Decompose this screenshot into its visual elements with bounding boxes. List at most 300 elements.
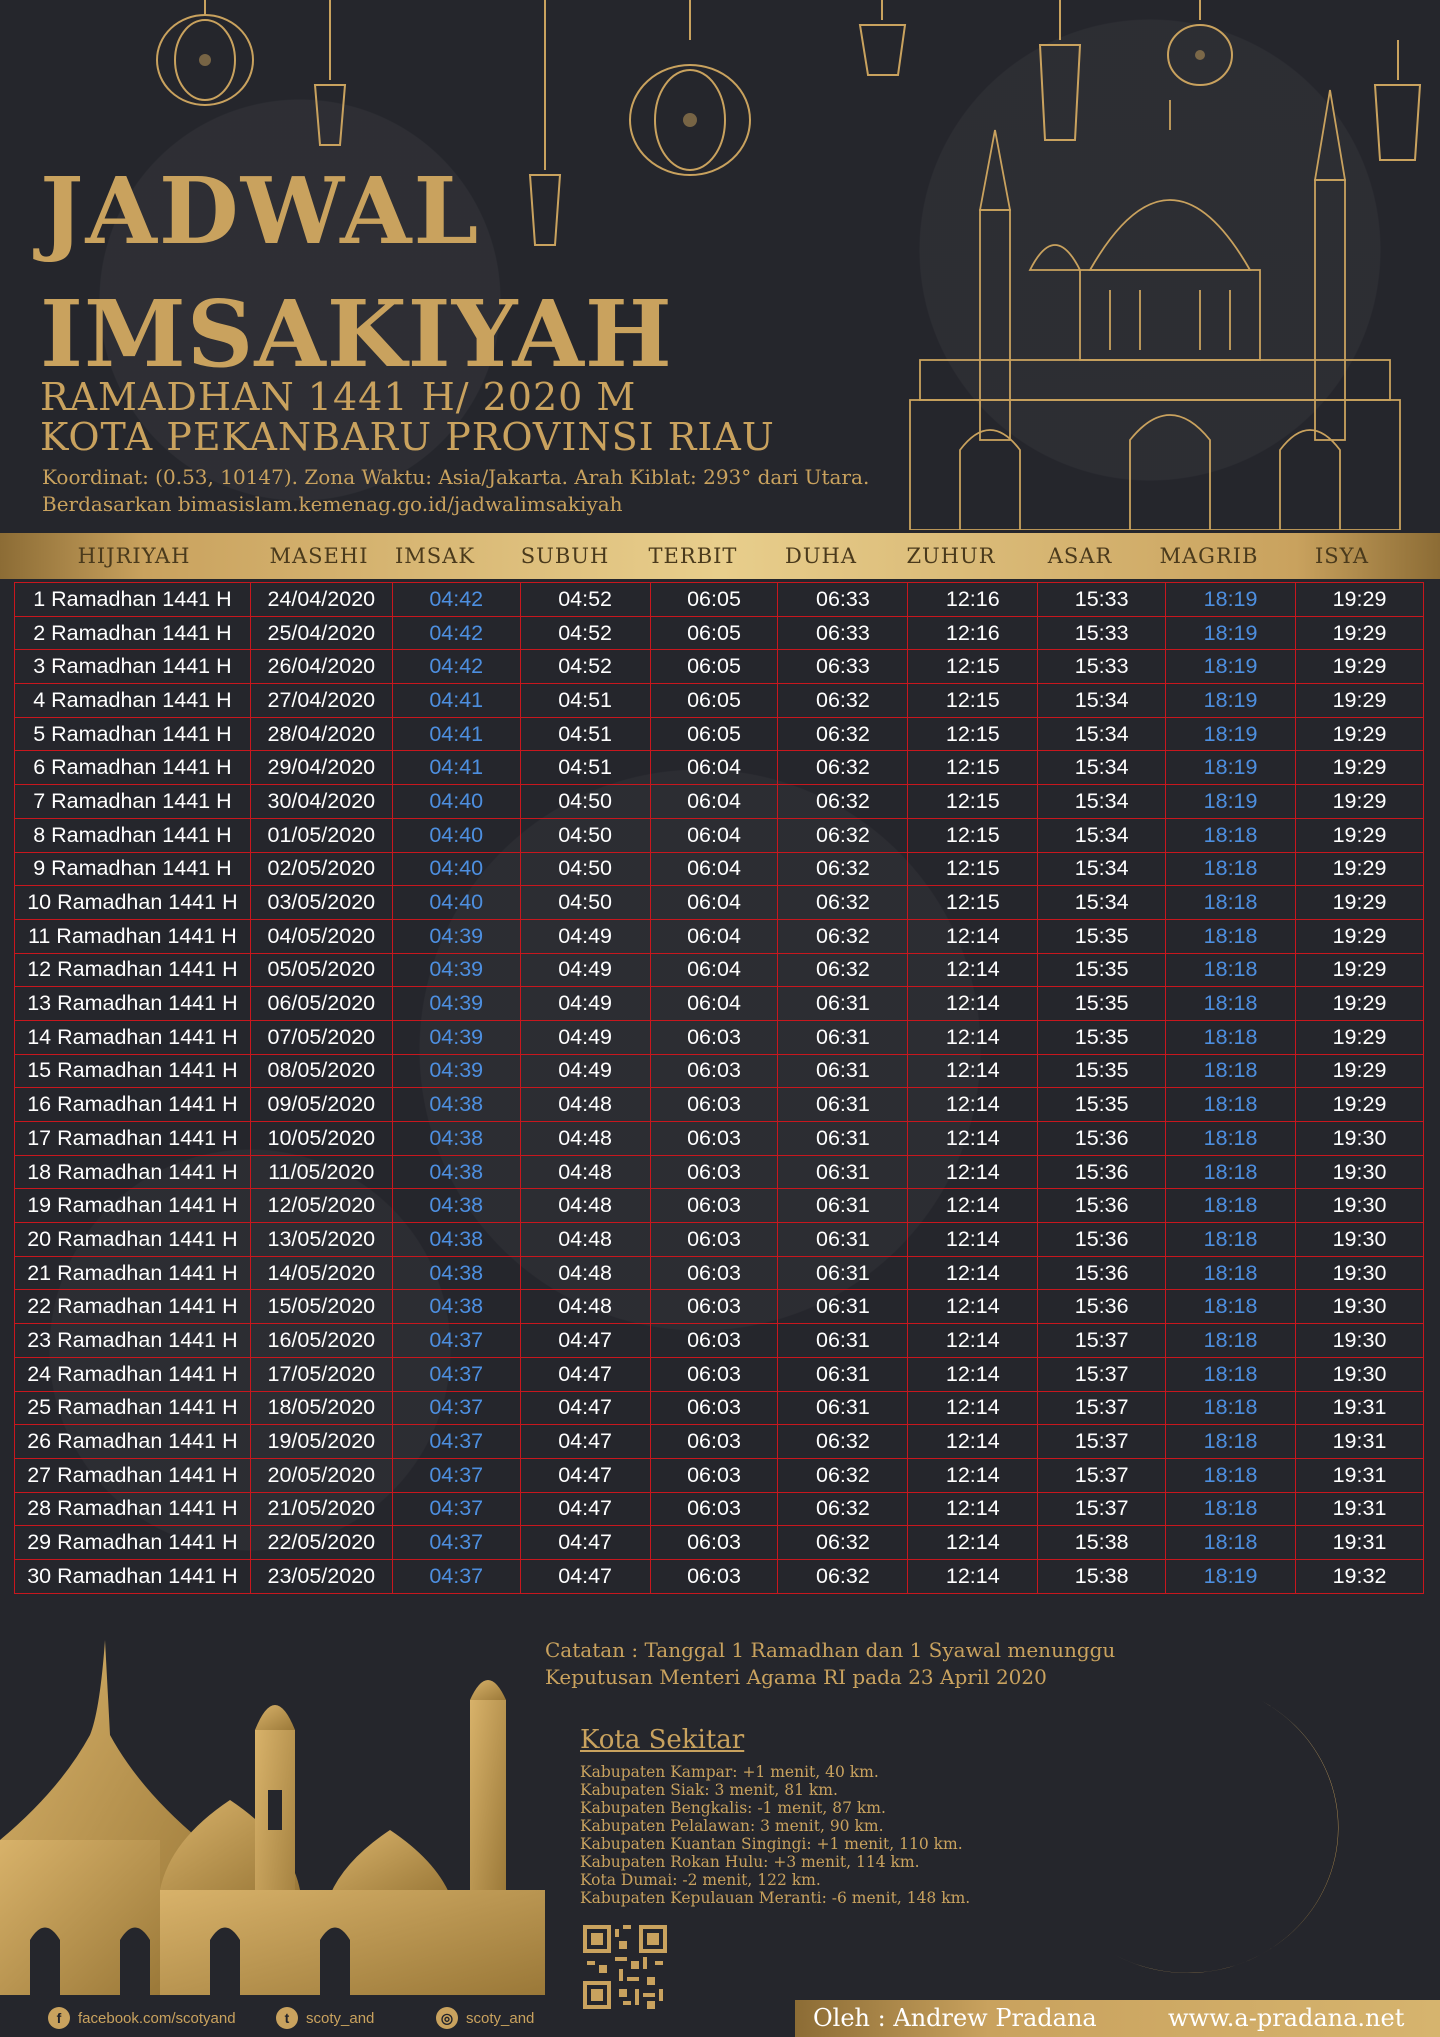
table-row bbox=[15, 818, 1424, 852]
table-cell-terbit: 06:05 bbox=[650, 684, 778, 718]
table-cell-duha: 06:32 bbox=[778, 886, 908, 920]
instagram-link[interactable] bbox=[436, 2007, 534, 2029]
table-cell-asar: 15:37 bbox=[1038, 1492, 1166, 1526]
list-item: Kabupaten Kuantan Singingi: +1 menit, 110 km. bbox=[580, 1835, 963, 1853]
table-cell-hijriyah: 3 Ramadhan 1441 H bbox=[15, 650, 251, 684]
table-cell-asar: 15:38 bbox=[1038, 1526, 1166, 1560]
table-cell-hijriyah: 21 Ramadhan 1441 H bbox=[15, 1256, 251, 1290]
table-cell-asar: 15:37 bbox=[1038, 1425, 1166, 1459]
table-cell-isya: 19:29 bbox=[1296, 583, 1424, 617]
table-cell-hijriyah: 20 Ramadhan 1441 H bbox=[15, 1223, 251, 1257]
table-cell-isya: 19:29 bbox=[1296, 919, 1424, 953]
table-cell-imsak: 04:39 bbox=[392, 953, 520, 987]
table-cell-duha: 06:32 bbox=[778, 852, 908, 886]
table-cell-terbit: 06:03 bbox=[650, 1492, 778, 1526]
table-row bbox=[15, 1391, 1424, 1425]
coordinates-info: Koordinat: (0.53, 10147). Zona Waktu: Asia/Jakarta. Arah Kiblat: 293° dari Utara. bbox=[42, 465, 870, 489]
table-cell-magrib: 18:18 bbox=[1166, 1357, 1296, 1391]
table-cell-hijriyah: 24 Ramadhan 1441 H bbox=[15, 1357, 251, 1391]
table-cell-asar: 15:36 bbox=[1038, 1189, 1166, 1223]
table-cell-hijriyah: 10 Ramadhan 1441 H bbox=[15, 886, 251, 920]
table-header bbox=[0, 533, 1440, 579]
table-cell-subuh: 04:47 bbox=[520, 1357, 650, 1391]
header-terbit: TERBIT bbox=[648, 544, 738, 568]
table-cell-duha: 06:33 bbox=[778, 616, 908, 650]
table-cell-terbit: 06:04 bbox=[650, 953, 778, 987]
table-cell-subuh: 04:48 bbox=[520, 1189, 650, 1223]
table-cell-hijriyah: 15 Ramadhan 1441 H bbox=[15, 1054, 251, 1088]
table-cell-magrib: 18:18 bbox=[1166, 1189, 1296, 1223]
table-cell-subuh: 04:49 bbox=[520, 953, 650, 987]
table-cell-isya: 19:32 bbox=[1296, 1559, 1424, 1593]
table-cell-asar: 15:35 bbox=[1038, 1054, 1166, 1088]
table-cell-zuhur: 12:14 bbox=[908, 1357, 1038, 1391]
table-row bbox=[15, 1357, 1424, 1391]
table-cell-zuhur: 12:16 bbox=[908, 616, 1038, 650]
table-cell-imsak: 04:39 bbox=[392, 919, 520, 953]
table-cell-asar: 15:36 bbox=[1038, 1290, 1166, 1324]
table-cell-imsak: 04:42 bbox=[392, 650, 520, 684]
table-cell-magrib: 18:19 bbox=[1166, 717, 1296, 751]
table-cell-terbit: 06:03 bbox=[650, 1122, 778, 1156]
title-line-1: JADWAL bbox=[40, 157, 481, 265]
table-cell-subuh: 04:50 bbox=[520, 886, 650, 920]
table-cell-asar: 15:37 bbox=[1038, 1357, 1166, 1391]
table-cell-isya: 19:29 bbox=[1296, 953, 1424, 987]
table-cell-terbit: 06:03 bbox=[650, 1526, 778, 1560]
header-magrib: MAGRIB bbox=[1159, 544, 1259, 568]
table-cell-imsak: 04:38 bbox=[392, 1223, 520, 1257]
table-cell-duha: 06:32 bbox=[778, 684, 908, 718]
table-cell-magrib: 18:18 bbox=[1166, 1122, 1296, 1156]
table-cell-subuh: 04:49 bbox=[520, 1020, 650, 1054]
table-cell-terbit: 06:03 bbox=[650, 1054, 778, 1088]
table-cell-terbit: 06:03 bbox=[650, 1290, 778, 1324]
table-cell-terbit: 06:04 bbox=[650, 919, 778, 953]
table-cell-magrib: 18:18 bbox=[1166, 919, 1296, 953]
table-cell-imsak: 04:40 bbox=[392, 852, 520, 886]
table-cell-masehi: 12/05/2020 bbox=[250, 1189, 392, 1223]
table-cell-terbit: 06:03 bbox=[650, 1425, 778, 1459]
table-cell-imsak: 04:37 bbox=[392, 1559, 520, 1593]
table-cell-masehi: 29/04/2020 bbox=[250, 751, 392, 785]
twitter-handle: scoty_and bbox=[306, 2009, 375, 2027]
table-cell-hijriyah: 6 Ramadhan 1441 H bbox=[15, 751, 251, 785]
table-cell-masehi: 24/04/2020 bbox=[250, 583, 392, 617]
table-cell-zuhur: 12:15 bbox=[908, 717, 1038, 751]
table-cell-hijriyah: 18 Ramadhan 1441 H bbox=[15, 1155, 251, 1189]
table-cell-isya: 19:31 bbox=[1296, 1526, 1424, 1560]
table-cell-zuhur: 12:14 bbox=[908, 1189, 1038, 1223]
table-cell-magrib: 18:18 bbox=[1166, 1290, 1296, 1324]
table-cell-asar: 15:34 bbox=[1038, 717, 1166, 751]
table-row bbox=[15, 1290, 1424, 1324]
kota-sekitar-list bbox=[580, 1763, 970, 1907]
table-cell-imsak: 04:39 bbox=[392, 1020, 520, 1054]
table-cell-masehi: 04/05/2020 bbox=[250, 919, 392, 953]
table-cell-isya: 19:31 bbox=[1296, 1391, 1424, 1425]
table-cell-isya: 19:29 bbox=[1296, 785, 1424, 819]
table-row bbox=[15, 785, 1424, 819]
list-item: Kabupaten Rokan Hulu: +3 menit, 114 km. bbox=[580, 1853, 920, 1871]
table-cell-duha: 06:32 bbox=[778, 751, 908, 785]
table-cell-hijriyah: 4 Ramadhan 1441 H bbox=[15, 684, 251, 718]
mosque-silhouette bbox=[0, 1640, 545, 1995]
table-cell-magrib: 18:19 bbox=[1166, 583, 1296, 617]
table-cell-zuhur: 12:14 bbox=[908, 953, 1038, 987]
table-cell-zuhur: 12:14 bbox=[908, 987, 1038, 1021]
qr-code bbox=[583, 1925, 667, 2009]
table-cell-isya: 19:29 bbox=[1296, 987, 1424, 1021]
table-cell-asar: 15:33 bbox=[1038, 583, 1166, 617]
table-cell-subuh: 04:49 bbox=[520, 1054, 650, 1088]
table-cell-asar: 15:34 bbox=[1038, 886, 1166, 920]
table-cell-asar: 15:38 bbox=[1038, 1559, 1166, 1593]
list-item: Kabupaten Kepulauan Meranti: -6 menit, 148 km. bbox=[580, 1889, 971, 1907]
table-row bbox=[15, 919, 1424, 953]
table-cell-magrib: 18:19 bbox=[1166, 785, 1296, 819]
table-cell-zuhur: 12:16 bbox=[908, 583, 1038, 617]
note-line-1: Catatan : Tanggal 1 Ramadhan dan 1 Syawal menunggu bbox=[545, 1638, 1116, 1662]
table-cell-imsak: 04:37 bbox=[392, 1425, 520, 1459]
table-cell-magrib: 18:18 bbox=[1166, 953, 1296, 987]
table-cell-magrib: 18:19 bbox=[1166, 684, 1296, 718]
table-cell-duha: 06:31 bbox=[778, 1223, 908, 1257]
table-row bbox=[15, 953, 1424, 987]
table-cell-imsak: 04:40 bbox=[392, 818, 520, 852]
table-cell-zuhur: 12:14 bbox=[908, 1559, 1038, 1593]
table-cell-hijriyah: 28 Ramadhan 1441 H bbox=[15, 1492, 251, 1526]
table-cell-hijriyah: 8 Ramadhan 1441 H bbox=[15, 818, 251, 852]
table-cell-asar: 15:36 bbox=[1038, 1223, 1166, 1257]
table-cell-imsak: 04:38 bbox=[392, 1088, 520, 1122]
table-cell-isya: 19:31 bbox=[1296, 1425, 1424, 1459]
table-cell-imsak: 04:37 bbox=[392, 1458, 520, 1492]
table-cell-subuh: 04:52 bbox=[520, 583, 650, 617]
table-cell-masehi: 28/04/2020 bbox=[250, 717, 392, 751]
facebook-handle: facebook.com/scotyand bbox=[78, 2009, 236, 2027]
table-cell-zuhur: 12:14 bbox=[908, 1526, 1038, 1560]
website-link[interactable]: www.a-pradana.net bbox=[1168, 2004, 1405, 2032]
table-row bbox=[15, 684, 1424, 718]
table-cell-terbit: 06:05 bbox=[650, 650, 778, 684]
header-subuh: SUBUH bbox=[520, 544, 610, 568]
table-cell-isya: 19:29 bbox=[1296, 1054, 1424, 1088]
table-cell-imsak: 04:37 bbox=[392, 1324, 520, 1358]
table-cell-subuh: 04:48 bbox=[520, 1155, 650, 1189]
table-cell-duha: 06:32 bbox=[778, 1526, 908, 1560]
table-cell-masehi: 21/05/2020 bbox=[250, 1492, 392, 1526]
table-cell-subuh: 04:47 bbox=[520, 1559, 650, 1593]
table-cell-asar: 15:35 bbox=[1038, 919, 1166, 953]
table-cell-masehi: 19/05/2020 bbox=[250, 1425, 392, 1459]
table-cell-terbit: 06:05 bbox=[650, 616, 778, 650]
table-row bbox=[15, 751, 1424, 785]
table-cell-asar: 15:37 bbox=[1038, 1458, 1166, 1492]
table-cell-zuhur: 12:14 bbox=[908, 1290, 1038, 1324]
table-cell-zuhur: 12:14 bbox=[908, 1020, 1038, 1054]
table-cell-magrib: 18:19 bbox=[1166, 1559, 1296, 1593]
instagram-icon: ◎ bbox=[436, 2007, 458, 2029]
table-cell-duha: 06:32 bbox=[778, 785, 908, 819]
table-cell-hijriyah: 11 Ramadhan 1441 H bbox=[15, 919, 251, 953]
table-cell-isya: 19:30 bbox=[1296, 1189, 1424, 1223]
table-cell-magrib: 18:18 bbox=[1166, 1492, 1296, 1526]
table-cell-asar: 15:37 bbox=[1038, 1324, 1166, 1358]
table-cell-masehi: 23/05/2020 bbox=[250, 1559, 392, 1593]
table-cell-subuh: 04:48 bbox=[520, 1256, 650, 1290]
table-cell-imsak: 04:42 bbox=[392, 583, 520, 617]
table-cell-asar: 15:36 bbox=[1038, 1122, 1166, 1156]
header-isya: ISYA bbox=[1314, 544, 1370, 568]
table-cell-subuh: 04:51 bbox=[520, 684, 650, 718]
twitter-link[interactable] bbox=[276, 2007, 374, 2029]
list-item: Kabupaten Pelalawan: 3 menit, 90 km. bbox=[580, 1817, 884, 1835]
table-cell-zuhur: 12:14 bbox=[908, 1492, 1038, 1526]
table-cell-zuhur: 12:15 bbox=[908, 785, 1038, 819]
table-cell-subuh: 04:50 bbox=[520, 818, 650, 852]
table-cell-asar: 15:35 bbox=[1038, 987, 1166, 1021]
table-cell-subuh: 04:48 bbox=[520, 1223, 650, 1257]
table-cell-masehi: 13/05/2020 bbox=[250, 1223, 392, 1257]
table-cell-masehi: 08/05/2020 bbox=[250, 1054, 392, 1088]
table-cell-hijriyah: 22 Ramadhan 1441 H bbox=[15, 1290, 251, 1324]
table-cell-terbit: 06:03 bbox=[650, 1223, 778, 1257]
table-cell-zuhur: 12:15 bbox=[908, 886, 1038, 920]
table-cell-isya: 19:29 bbox=[1296, 616, 1424, 650]
table-cell-zuhur: 12:14 bbox=[908, 1391, 1038, 1425]
table-cell-imsak: 04:41 bbox=[392, 684, 520, 718]
header-duha: DUHA bbox=[784, 544, 857, 568]
table-cell-isya: 19:30 bbox=[1296, 1155, 1424, 1189]
table-cell-magrib: 18:18 bbox=[1166, 1223, 1296, 1257]
list-item: Kota Dumai: -2 menit, 122 km. bbox=[580, 1871, 821, 1889]
table-cell-duha: 06:32 bbox=[778, 1425, 908, 1459]
table-cell-magrib: 18:18 bbox=[1166, 1526, 1296, 1560]
table-cell-magrib: 18:18 bbox=[1166, 1391, 1296, 1425]
table-cell-hijriyah: 17 Ramadhan 1441 H bbox=[15, 1122, 251, 1156]
table-cell-subuh: 04:47 bbox=[520, 1492, 650, 1526]
table-cell-masehi: 20/05/2020 bbox=[250, 1458, 392, 1492]
table-cell-isya: 19:29 bbox=[1296, 1088, 1424, 1122]
table-cell-isya: 19:30 bbox=[1296, 1290, 1424, 1324]
table-cell-magrib: 18:18 bbox=[1166, 852, 1296, 886]
table-cell-isya: 19:29 bbox=[1296, 751, 1424, 785]
table-cell-terbit: 06:03 bbox=[650, 1357, 778, 1391]
table-row bbox=[15, 1324, 1424, 1358]
table-cell-masehi: 15/05/2020 bbox=[250, 1290, 392, 1324]
table-cell-hijriyah: 5 Ramadhan 1441 H bbox=[15, 717, 251, 751]
table-cell-duha: 06:32 bbox=[778, 1492, 908, 1526]
crescent-moon-illustration bbox=[1110, 1695, 1380, 1995]
table-cell-masehi: 16/05/2020 bbox=[250, 1324, 392, 1358]
table-cell-imsak: 04:37 bbox=[392, 1526, 520, 1560]
table-cell-terbit: 06:03 bbox=[650, 1324, 778, 1358]
table-cell-isya: 19:30 bbox=[1296, 1122, 1424, 1156]
table-row bbox=[15, 886, 1424, 920]
table-cell-imsak: 04:37 bbox=[392, 1391, 520, 1425]
table-cell-subuh: 04:52 bbox=[520, 616, 650, 650]
table-cell-zuhur: 12:14 bbox=[908, 1425, 1038, 1459]
table-row bbox=[15, 1054, 1424, 1088]
table-cell-terbit: 06:04 bbox=[650, 818, 778, 852]
facebook-icon: f bbox=[48, 2007, 70, 2029]
table-cell-imsak: 04:38 bbox=[392, 1155, 520, 1189]
header-asar: ASAR bbox=[1047, 544, 1113, 568]
facebook-link[interactable] bbox=[48, 2007, 236, 2029]
instagram-handle: scoty_and bbox=[466, 2009, 535, 2027]
table-cell-subuh: 04:48 bbox=[520, 1088, 650, 1122]
table-cell-isya: 19:29 bbox=[1296, 650, 1424, 684]
table-cell-isya: 19:31 bbox=[1296, 1492, 1424, 1526]
table-cell-asar: 15:35 bbox=[1038, 953, 1166, 987]
table-row bbox=[15, 852, 1424, 886]
table-cell-terbit: 06:03 bbox=[650, 1391, 778, 1425]
table-cell-asar: 15:37 bbox=[1038, 1391, 1166, 1425]
table-cell-masehi: 26/04/2020 bbox=[250, 650, 392, 684]
table-cell-hijriyah: 29 Ramadhan 1441 H bbox=[15, 1526, 251, 1560]
table-cell-subuh: 04:50 bbox=[520, 852, 650, 886]
table-cell-imsak: 04:37 bbox=[392, 1357, 520, 1391]
table-cell-duha: 06:32 bbox=[778, 717, 908, 751]
table-cell-imsak: 04:38 bbox=[392, 1122, 520, 1156]
table-cell-magrib: 18:18 bbox=[1166, 1020, 1296, 1054]
table-cell-terbit: 06:03 bbox=[650, 1256, 778, 1290]
table-cell-masehi: 07/05/2020 bbox=[250, 1020, 392, 1054]
table-cell-isya: 19:30 bbox=[1296, 1357, 1424, 1391]
title-line-2: IMSAKIYAH bbox=[40, 280, 673, 388]
table-cell-imsak: 04:37 bbox=[392, 1492, 520, 1526]
table-cell-asar: 15:36 bbox=[1038, 1256, 1166, 1290]
list-item: Kabupaten Siak: 3 menit, 81 km. bbox=[580, 1781, 838, 1799]
table-cell-duha: 06:32 bbox=[778, 1458, 908, 1492]
table-cell-masehi: 09/05/2020 bbox=[250, 1088, 392, 1122]
table-row bbox=[15, 987, 1424, 1021]
table-row bbox=[15, 583, 1424, 617]
table-cell-zuhur: 12:14 bbox=[908, 1223, 1038, 1257]
table-cell-magrib: 18:19 bbox=[1166, 650, 1296, 684]
table-cell-magrib: 18:18 bbox=[1166, 1088, 1296, 1122]
header-zuhur: ZUHUR bbox=[906, 544, 996, 568]
table-cell-hijriyah: 2 Ramadhan 1441 H bbox=[15, 616, 251, 650]
table-cell-imsak: 04:41 bbox=[392, 717, 520, 751]
table-cell-terbit: 06:04 bbox=[650, 886, 778, 920]
table-cell-imsak: 04:39 bbox=[392, 1054, 520, 1088]
table-cell-duha: 06:31 bbox=[778, 1088, 908, 1122]
list-item: Kabupaten Bengkalis: -1 menit, 87 km. bbox=[580, 1799, 886, 1817]
table-cell-magrib: 18:18 bbox=[1166, 818, 1296, 852]
table-cell-isya: 19:31 bbox=[1296, 1458, 1424, 1492]
table-cell-subuh: 04:47 bbox=[520, 1425, 650, 1459]
header-imsak: IMSAK bbox=[394, 544, 476, 568]
table-cell-masehi: 22/05/2020 bbox=[250, 1526, 392, 1560]
table-cell-zuhur: 12:15 bbox=[908, 852, 1038, 886]
table-cell-imsak: 04:38 bbox=[392, 1290, 520, 1324]
table-cell-duha: 06:31 bbox=[778, 987, 908, 1021]
table-row bbox=[15, 616, 1424, 650]
table-cell-subuh: 04:47 bbox=[520, 1324, 650, 1358]
table-cell-duha: 06:31 bbox=[778, 1189, 908, 1223]
table-cell-subuh: 04:49 bbox=[520, 987, 650, 1021]
table-cell-hijriyah: 26 Ramadhan 1441 H bbox=[15, 1425, 251, 1459]
table-cell-masehi: 02/05/2020 bbox=[250, 852, 392, 886]
table-cell-magrib: 18:18 bbox=[1166, 1155, 1296, 1189]
table-cell-subuh: 04:47 bbox=[520, 1391, 650, 1425]
table-cell-subuh: 04:49 bbox=[520, 919, 650, 953]
table-cell-magrib: 18:18 bbox=[1166, 1054, 1296, 1088]
table-cell-terbit: 06:05 bbox=[650, 583, 778, 617]
table-cell-asar: 15:33 bbox=[1038, 616, 1166, 650]
table-cell-isya: 19:30 bbox=[1296, 1324, 1424, 1358]
table-cell-imsak: 04:38 bbox=[392, 1189, 520, 1223]
table-row bbox=[15, 1020, 1424, 1054]
table-cell-imsak: 04:40 bbox=[392, 785, 520, 819]
table-cell-masehi: 14/05/2020 bbox=[250, 1256, 392, 1290]
table-cell-isya: 19:29 bbox=[1296, 886, 1424, 920]
table-cell-masehi: 05/05/2020 bbox=[250, 953, 392, 987]
table-cell-zuhur: 12:15 bbox=[908, 751, 1038, 785]
table-cell-masehi: 17/05/2020 bbox=[250, 1357, 392, 1391]
table-row bbox=[15, 1458, 1424, 1492]
table-cell-terbit: 06:05 bbox=[650, 717, 778, 751]
table-cell-magrib: 18:19 bbox=[1166, 751, 1296, 785]
table-cell-masehi: 30/04/2020 bbox=[250, 785, 392, 819]
table-row bbox=[15, 1088, 1424, 1122]
table-cell-zuhur: 12:14 bbox=[908, 1256, 1038, 1290]
table-cell-hijriyah: 7 Ramadhan 1441 H bbox=[15, 785, 251, 819]
table-cell-hijriyah: 23 Ramadhan 1441 H bbox=[15, 1324, 251, 1358]
table-cell-magrib: 18:19 bbox=[1166, 616, 1296, 650]
table-cell-zuhur: 12:14 bbox=[908, 1458, 1038, 1492]
table-cell-zuhur: 12:14 bbox=[908, 1088, 1038, 1122]
table-cell-hijriyah: 9 Ramadhan 1441 H bbox=[15, 852, 251, 886]
table-cell-terbit: 06:03 bbox=[650, 1559, 778, 1593]
table-cell-hijriyah: 1 Ramadhan 1441 H bbox=[15, 583, 251, 617]
table-row bbox=[15, 1155, 1424, 1189]
table-cell-duha: 06:31 bbox=[778, 1290, 908, 1324]
table-cell-hijriyah: 19 Ramadhan 1441 H bbox=[15, 1189, 251, 1223]
table-cell-masehi: 25/04/2020 bbox=[250, 616, 392, 650]
table-cell-asar: 15:34 bbox=[1038, 852, 1166, 886]
table-cell-imsak: 04:42 bbox=[392, 616, 520, 650]
source-info: Berdasarkan bimasislam.kemenag.go.id/jadwalimsakiyah bbox=[42, 492, 623, 516]
table-cell-masehi: 03/05/2020 bbox=[250, 886, 392, 920]
table-cell-magrib: 18:18 bbox=[1166, 1458, 1296, 1492]
table-cell-imsak: 04:40 bbox=[392, 886, 520, 920]
table-cell-terbit: 06:03 bbox=[650, 1458, 778, 1492]
table-cell-masehi: 18/05/2020 bbox=[250, 1391, 392, 1425]
table-row bbox=[15, 1526, 1424, 1560]
table-cell-terbit: 06:04 bbox=[650, 785, 778, 819]
table-cell-isya: 19:29 bbox=[1296, 818, 1424, 852]
table-cell-terbit: 06:03 bbox=[650, 1189, 778, 1223]
table-cell-asar: 15:34 bbox=[1038, 818, 1166, 852]
header-hijriyah: HIJRIYAH bbox=[77, 544, 191, 568]
table-row bbox=[15, 1122, 1424, 1156]
mosque-line-art bbox=[900, 70, 1440, 530]
table-cell-isya: 19:29 bbox=[1296, 852, 1424, 886]
table-cell-zuhur: 12:14 bbox=[908, 1324, 1038, 1358]
table-cell-hijriyah: 14 Ramadhan 1441 H bbox=[15, 1020, 251, 1054]
table-cell-duha: 06:31 bbox=[778, 1391, 908, 1425]
table-cell-hijriyah: 13 Ramadhan 1441 H bbox=[15, 987, 251, 1021]
table-cell-zuhur: 12:14 bbox=[908, 919, 1038, 953]
table-cell-asar: 15:34 bbox=[1038, 684, 1166, 718]
table-cell-duha: 06:33 bbox=[778, 583, 908, 617]
table-cell-hijriyah: 12 Ramadhan 1441 H bbox=[15, 953, 251, 987]
table-cell-duha: 06:31 bbox=[778, 1357, 908, 1391]
table-cell-hijriyah: 25 Ramadhan 1441 H bbox=[15, 1391, 251, 1425]
